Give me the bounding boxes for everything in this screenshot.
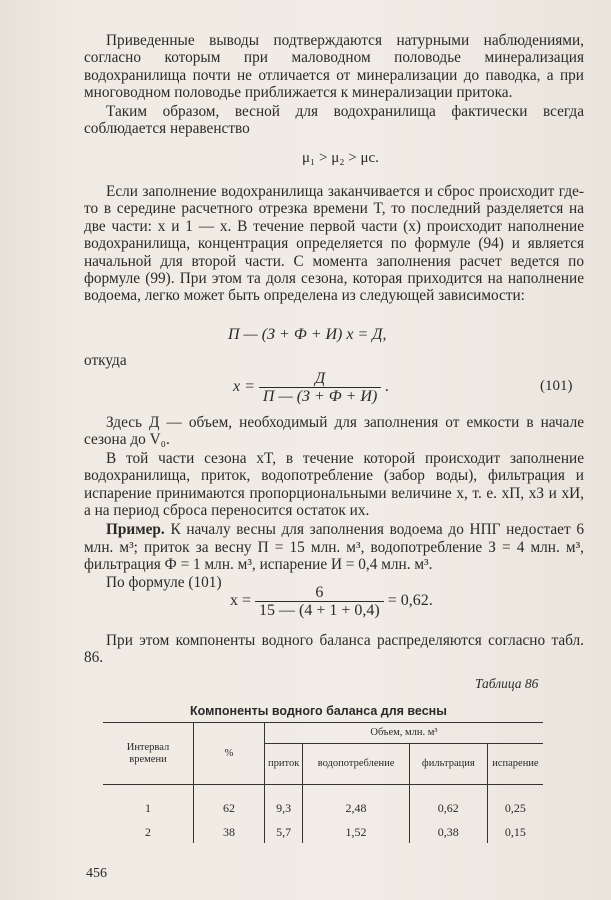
inequality-formula: μ₁ > μ₂ > μc. xyxy=(302,150,379,166)
text-block-5 xyxy=(84,632,584,667)
header-consumption: водопотребление xyxy=(303,744,409,785)
fraction xyxy=(255,584,384,619)
equation-number: (101) xyxy=(540,378,573,394)
cell: 0,15 xyxy=(504,824,526,839)
equation-balance: П — (З + Ф + И) x = Д, xyxy=(228,326,387,343)
example-text: К началу весны для заполнения водоема до НПГ недостает 6 млн. м³; приток за весну П = 15 млн. м³, водопотребление З = 4 млн. м³, фильтрация Ф = 1 млн. м³, испарение И = 0,4 млн. м³. xyxy=(84,521,584,574)
paragraph: По формуле (101) xyxy=(106,573,222,591)
table-row xyxy=(103,785,543,822)
cell: 0,62 xyxy=(409,785,487,822)
cell: 5,7 xyxy=(265,821,303,843)
example-label: Пример. xyxy=(106,521,165,539)
table-row xyxy=(103,821,543,843)
equation-101 xyxy=(233,370,389,405)
header-percent: % xyxy=(194,723,265,785)
paragraph: откуда xyxy=(84,352,127,369)
text-block-4 xyxy=(84,414,584,591)
paragraph: Приведенные выводы подтверждаются натурными наблюдениями, согласно которым при маловодном половодье минерализация водохранилища почти не отличается от минерализации до паводка, а при многоводном половодье приближается к минерализации притока. xyxy=(84,32,584,102)
page-number: 456 xyxy=(86,866,107,881)
cell: 2,48 xyxy=(303,785,409,822)
header-volume: Объем, млн. м³ xyxy=(265,723,544,744)
fraction-denominator: 15 — (4 + 1 + 0,4) xyxy=(259,602,380,619)
data-table xyxy=(103,722,543,843)
fraction xyxy=(259,370,381,405)
text-block-2 xyxy=(84,183,584,305)
equation-rhs: = 0,62. xyxy=(387,592,433,610)
cell: 0,38 xyxy=(409,821,487,843)
paragraph: Таким образом, весной для водохранилища фактически всегда соблюдается неравенство xyxy=(84,102,584,138)
paragraph: При этом компоненты водного баланса распределяются согласно табл. 86. xyxy=(84,632,584,667)
fraction-denominator: П — (З + Ф + И) xyxy=(262,388,378,405)
paragraph xyxy=(84,521,584,573)
paragraph: Здесь Д — объем, необходимый для заполнения от емкости в начале сезона до V₀. xyxy=(84,414,584,449)
equation-lhs: x = xyxy=(233,378,255,396)
header-interval: Интервал времени xyxy=(103,723,194,785)
header-inflow: приток xyxy=(265,744,303,785)
cell: 0,25 xyxy=(504,800,526,815)
cell: 1,52 xyxy=(303,821,409,843)
cell: 2 xyxy=(103,821,194,843)
paragraph: Если заполнение водохранилища заканчивается и сброс происходит где-то в середине расчетного отрезка времени T, то последний разделяется на две части: x и 1 — x. В течение первой части (x) происходит наполнение водохранилища, концентрация определяется по формуле (94) и является начальной для второй части. С момента заполнения расчет ведется по формуле (99). При этом та доля сезона, которая приходится на наполнение водоема, легко может быть определена из следующей зависимости: xyxy=(84,183,584,305)
paragraph: В той части сезона xT, в течение которой происходит заполнение водохранилища, приток, водопотребление (забор воды), фильтрация и испарение принимаются пропорциональными величине x, т. е. xП, xЗ и xИ, а на период сброса переносится остаток их. xyxy=(84,449,584,520)
header-evaporation: испарение xyxy=(492,758,539,769)
cell: 38 xyxy=(194,821,265,843)
equation-example xyxy=(230,584,433,619)
text-block-1 xyxy=(84,32,584,137)
fraction-numerator: 6 xyxy=(255,584,384,602)
table-caption: Таблица 86 xyxy=(475,676,539,691)
table-title: Компоненты водного баланса для весны xyxy=(190,704,447,718)
cell: 1 xyxy=(103,785,194,822)
equation-lhs: x = xyxy=(230,592,252,610)
cell: 9,3 xyxy=(265,785,303,822)
fraction-numerator: Д xyxy=(259,370,381,388)
cell: 62 xyxy=(194,785,265,822)
text-block-3 xyxy=(84,352,584,369)
equation-tail: . xyxy=(385,378,390,396)
header-filtration: фильтрация xyxy=(409,744,487,785)
